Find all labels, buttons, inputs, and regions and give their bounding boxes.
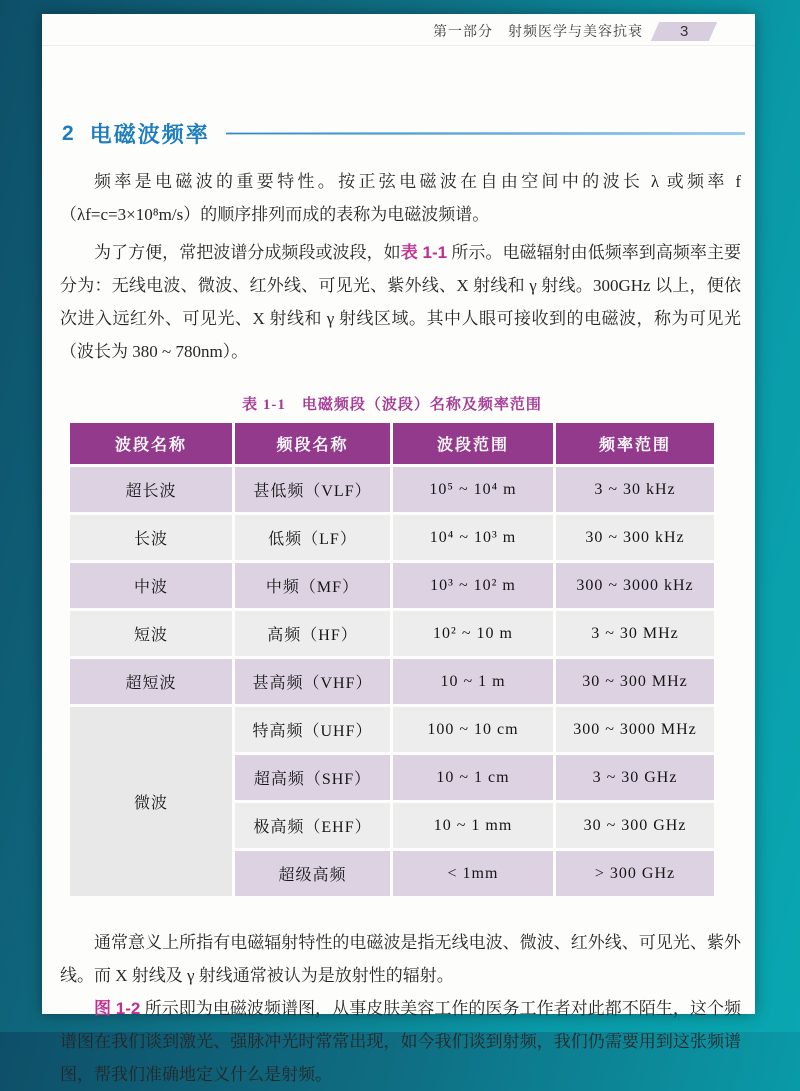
- cell-freq-name: 超高频（SHF）: [235, 755, 390, 800]
- table-row: [70, 707, 714, 752]
- frequency-table: [67, 420, 717, 899]
- table-caption: 表 1-1 电磁频段（波段）名称及频率范围: [242, 397, 542, 413]
- col-header-freq-range: 频率范围: [556, 423, 714, 464]
- cell-band: 超短波: [70, 659, 232, 704]
- cell-freq-name: 极高频（EHF）: [235, 803, 390, 848]
- cell-wave-range: 100 ~ 10 cm: [393, 707, 553, 752]
- col-header-freq-name: 频段名称: [235, 423, 390, 464]
- table-row: [70, 515, 714, 560]
- cell-freq-name: 中频（MF）: [235, 563, 390, 608]
- cell-freq-range: 300 ~ 3000 kHz: [556, 563, 714, 608]
- table-header-row: [70, 423, 714, 464]
- figure-reference: 图 1-2: [94, 999, 141, 1018]
- col-header-wave-range: 波段范围: [393, 423, 553, 464]
- cell-wave-range: 10 ~ 1 m: [393, 659, 553, 704]
- cell-freq-name: 低频（LF）: [235, 515, 390, 560]
- cell-wave-range: 10 ~ 1 mm: [393, 803, 553, 848]
- cell-wave-range: 10² ~ 10 m: [393, 611, 553, 656]
- table-reference: 表 1-1: [400, 243, 448, 262]
- section-heading: [62, 118, 745, 149]
- paragraph-4: [60, 992, 741, 1091]
- col-header-band: 波段名称: [70, 423, 232, 464]
- cell-freq-range: > 300 GHz: [556, 851, 714, 896]
- page-number-badge: [651, 22, 717, 41]
- cell-wave-range: 10⁴ ~ 10³ m: [393, 515, 553, 560]
- cell-band-microwave: 微波: [70, 707, 232, 896]
- cell-band: 短波: [70, 611, 232, 656]
- table-row: [70, 467, 714, 512]
- section-number: 2: [62, 121, 74, 145]
- paragraph-4-text: 所示即为电磁波频谱图，从事皮肤美容工作的医务工作者对此都不陌生，这个频谱图在我们谈到激光、强脉冲光时常常出现，如今我们谈到射频，我们仍需要用到这张频谱图，帮我们准确地定义什么是射频。: [60, 999, 741, 1084]
- table-row: [70, 563, 714, 608]
- table-row: [70, 611, 714, 656]
- cell-freq-range: 3 ~ 30 kHz: [556, 467, 714, 512]
- cell-freq-range: 3 ~ 30 GHz: [556, 755, 714, 800]
- cell-freq-range: 30 ~ 300 GHz: [556, 803, 714, 848]
- cell-freq-range: 30 ~ 300 kHz: [556, 515, 714, 560]
- heading-rule: [226, 132, 745, 135]
- paragraph-3-text: 通常意义上所指有电磁辐射特性的电磁波是指无线电波、微波、红外线、可见光、紫外线。而 X 射线及 γ 射线通常被认为是放射性的辐射。: [60, 933, 741, 985]
- cell-band: 超长波: [70, 467, 232, 512]
- paragraph-2-text: 所示。电磁辐射由低频率到高频率主要分为：无线电波、微波、红外线、可见光、紫外线、X 射线和 γ 射线。300GHz 以上，便依次进入远红外、可见光、X 射线和 γ 射线区域。其中人眼可接收到的电磁波，称为可见光（波长为 380 ~ 780nm）。: [60, 243, 742, 361]
- cell-freq-name: 特高频（UHF）: [235, 707, 390, 752]
- cell-freq-range: 300 ~ 3000 MHz: [556, 707, 714, 752]
- cell-freq-name: 甚低频（VLF）: [235, 467, 390, 512]
- cell-band: 长波: [70, 515, 232, 560]
- book-page: [42, 14, 755, 1084]
- cell-freq-name: 高频（HF）: [235, 611, 390, 656]
- paragraph-1: [60, 165, 741, 231]
- cell-freq-name: 甚高频（VHF）: [235, 659, 390, 704]
- cell-freq-name: 超级高频: [235, 851, 390, 896]
- cell-wave-range: 10³ ~ 10² m: [393, 563, 553, 608]
- section-title: 电磁波频率: [89, 122, 210, 147]
- cell-band: 中波: [70, 563, 232, 608]
- paragraph-1-text: 频率是电磁波的重要特性。按正弦电磁波在自由空间中的波长 λ 或频率 f（λf=c=3×10⁸m/s）的顺序排列而成的表称为电磁波频谱。: [60, 172, 741, 224]
- table-row: [70, 659, 714, 704]
- cell-freq-range: 3 ~ 30 MHz: [556, 611, 714, 656]
- running-head: [42, 14, 755, 46]
- paragraph-3: [60, 926, 741, 992]
- cell-wave-range: 10 ~ 1 cm: [393, 755, 553, 800]
- paragraph-2: [60, 236, 741, 368]
- cell-freq-range: 30 ~ 300 MHz: [556, 659, 714, 704]
- running-head-label: 第一部分 射频医学与美容抗衰: [433, 23, 643, 39]
- cell-wave-range: < 1mm: [393, 851, 553, 896]
- cell-wave-range: 10⁵ ~ 10⁴ m: [393, 467, 553, 512]
- paragraph-2-text: 为了方便，常把波谱分成频段或波段，如: [94, 243, 401, 262]
- page-number: 3: [679, 22, 689, 40]
